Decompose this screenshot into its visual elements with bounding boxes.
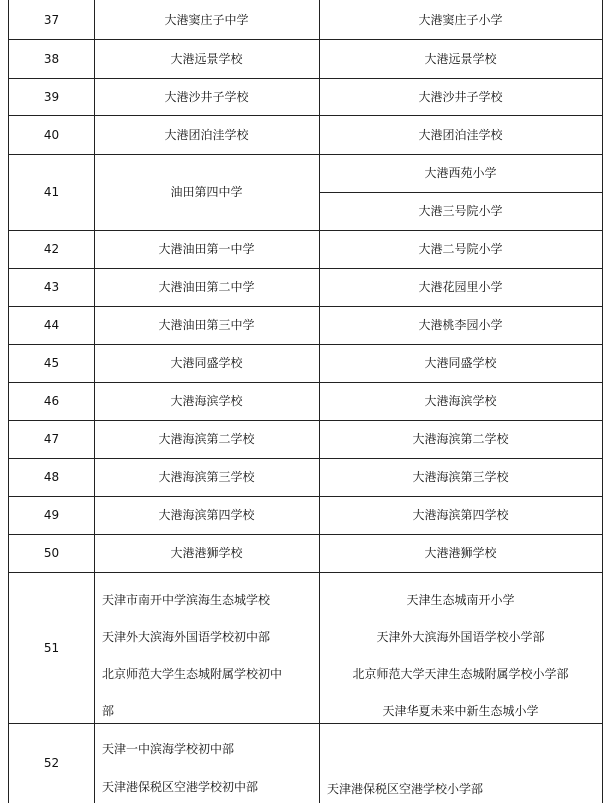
row-number: 39 [9,78,95,116]
middle-school-cell: 大港海滨第三学校 [94,458,320,497]
primary-school-cell: 大港海滨学校 [319,382,603,421]
school-name: 天津港保税区空港学校小学部 [327,782,484,796]
row-number: 40 [9,115,95,155]
primary-school-cell: 大港三号院小学 [319,192,603,231]
middle-school-cell [94,723,320,803]
primary-school-cell: 大港同盛学校 [319,344,603,383]
primary-school-cell: 大港远景学校 [319,39,603,79]
school-name: 天津外大滨海外国语学校小学部 [376,630,545,644]
middle-school-cell: 油田第四中学 [94,154,320,231]
primary-school-cell: 大港沙井子学校 [319,78,603,116]
middle-school-cell: 大港团泊洼学校 [94,115,320,155]
row-number: 43 [9,268,95,307]
primary-school-cell: 大港海滨第二学校 [319,420,603,459]
primary-school-cell: 大港西苑小学 [319,154,603,193]
middle-school-cell: 大港窦庄子中学 [94,0,320,40]
primary-school-cell: 大港海滨第三学校 [319,458,603,497]
middle-school-cell: 大港同盛学校 [94,344,320,383]
middle-school-cell: 大港远景学校 [94,39,320,79]
row-number: 46 [9,382,95,421]
school-name: 天津华夏未来中新生态城小学 [382,704,539,718]
school-name: 北京师范大学生态城附属学校初中 [102,667,283,681]
school-name: 天津生态城南开小学 [406,593,515,607]
row-number: 50 [9,534,95,573]
middle-school-cell: 大港海滨第四学校 [94,496,320,535]
school-name: 天津市南开中学滨海生态城学校 [102,593,271,607]
middle-school-cell [94,572,320,724]
primary-school-cell: 大港港狮学校 [319,534,603,573]
school-name: 天津一中滨海学校初中部 [102,742,235,756]
middle-school-cell: 大港海滨学校 [94,382,320,421]
primary-school-cell: 大港桃李园小学 [319,306,603,345]
primary-school-cell [319,572,603,724]
primary-school-cell [319,723,603,803]
middle-school-cell: 大港油田第二中学 [94,268,320,307]
row-number: 45 [9,344,95,383]
middle-school-cell: 大港油田第一中学 [94,230,320,269]
middle-school-cell: 大港沙井子学校 [94,78,320,116]
primary-school-cell: 大港花园里小学 [319,268,603,307]
middle-school-cell: 大港油田第三中学 [94,306,320,345]
row-number: 47 [9,420,95,459]
row-number: 51 [9,572,95,724]
primary-school-cell: 大港团泊洼学校 [319,115,603,155]
school-name: 天津外大滨海外国语学校初中部 [102,630,271,644]
school-name: 部 [102,704,115,718]
middle-school-cell: 大港港狮学校 [94,534,320,573]
row-number: 41 [9,154,95,231]
row-number: 48 [9,458,95,497]
row-number: 52 [9,723,95,803]
primary-school-cell: 大港海滨第四学校 [319,496,603,535]
row-number: 44 [9,306,95,345]
primary-school-cell: 大港二号院小学 [319,230,603,269]
school-name: 北京师范大学天津生态城附属学校小学部 [352,667,569,681]
primary-school-cell: 大港窦庄子小学 [319,0,603,40]
row-number: 49 [9,496,95,535]
row-number: 37 [9,0,95,40]
row-number: 38 [9,39,95,79]
middle-school-cell: 大港海滨第二学校 [94,420,320,459]
row-number: 42 [9,230,95,269]
school-name: 天津港保税区空港学校初中部 [102,780,259,794]
